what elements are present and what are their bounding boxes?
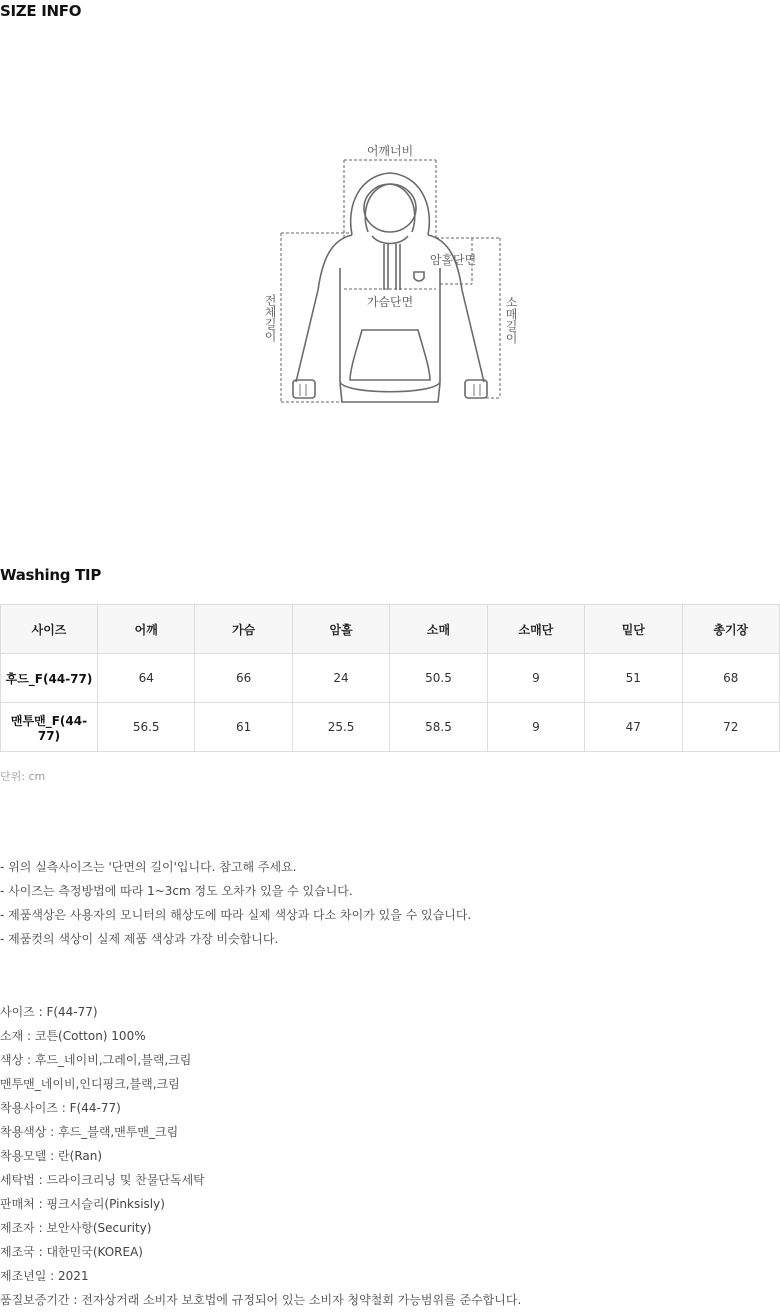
header-cell: 가슴 [195,605,292,654]
info-line: 색상 : 후드_네이비,그레이,블랙,크림 [0,1053,192,1067]
table-row [1,703,780,752]
table-cell: 64 [98,654,195,703]
table-cell: 50.5 [390,654,487,703]
table-cell: 9 [487,654,584,703]
note-line: - 위의 실측사이즈는 '단면의 길이'입니다. 참고해 주세요. [0,860,297,874]
info-line: 맨투맨_네이비,인디핑크,블랙,크림 [0,1077,180,1091]
info-line: 품질보증기간 : 전자상거래 소비자 보호법에 규정되어 있는 소비자 청약철회 가능범위를 준수합니다. [0,1293,522,1307]
table-cell: 51 [585,654,682,703]
table-cell: 61 [195,703,292,752]
info-line: 착용모델 : 란(Ran) [0,1149,103,1163]
table-cell: 9 [487,703,584,752]
table-row [1,654,780,703]
table-cell: 68 [682,654,779,703]
label-sleeve: 소매길이 [504,296,518,344]
label-total-length: 전체길이 [263,294,277,342]
note-line: - 사이즈는 측정방법에 따라 1~3cm 정도 오차가 있을 수 있습니다. [0,884,353,898]
header-cell: 총기장 [682,605,779,654]
label-shoulder: 어깨너비 [366,144,414,158]
info-line: 세탁법 : 드라이크리닝 및 찬물단독세탁 [0,1173,205,1187]
table-cell: 후드_F(44-77) [1,654,98,703]
table-cell: 72 [682,703,779,752]
info-line: 제조국 : 대한민국(KOREA) [0,1245,143,1259]
info-line: 판매처 : 핑크시슬리(Pinksisly) [0,1197,165,1211]
header-cell: 소매단 [487,605,584,654]
hoodie-size-diagram [240,138,540,418]
header-cell: 밑단 [585,605,682,654]
note-line: - 제품컷의 색상이 실제 제품 색상과 가장 비슷합니다. [0,932,279,946]
washing-tip-title: Washing TIP [0,566,102,584]
header-cell: 암홀 [292,605,389,654]
table-cell: 56.5 [98,703,195,752]
product-info [0,1000,521,1312]
table-cell: 24 [292,654,389,703]
info-line: 소재 : 코튼(Cotton) 100% [0,1029,146,1043]
info-line: 착용색상 : 후드_블랙,맨투맨_크림 [0,1125,179,1139]
info-line: 사이즈 : F(44-77) [0,1005,98,1019]
info-line: 제조년일 : 2021 [0,1269,89,1283]
size-table [0,604,780,752]
label-chest: 가슴단면 [366,295,414,309]
header-cell: 사이즈 [1,605,98,654]
table-header-row [1,605,780,654]
table-cell: 47 [585,703,682,752]
label-armhole: 암홀단면 [429,253,477,267]
table-cell: 58.5 [390,703,487,752]
header-cell: 어깨 [98,605,195,654]
header-cell: 소매 [390,605,487,654]
table-cell: 맨투맨_F(44-77) [1,703,98,752]
note-line: - 제품색상은 사용자의 모니터의 해상도에 따라 실제 색상과 다소 차이가 있을 수 있습니다. [0,908,472,922]
info-line: 착용사이즈 : F(44-77) [0,1101,121,1115]
table-cell: 25.5 [292,703,389,752]
info-line: 제조자 : 보안사항(Security) [0,1221,152,1235]
size-notes [0,855,471,951]
size-info-title: SIZE INFO [0,2,82,20]
unit-note: 단위: cm [0,770,46,783]
table-cell: 66 [195,654,292,703]
